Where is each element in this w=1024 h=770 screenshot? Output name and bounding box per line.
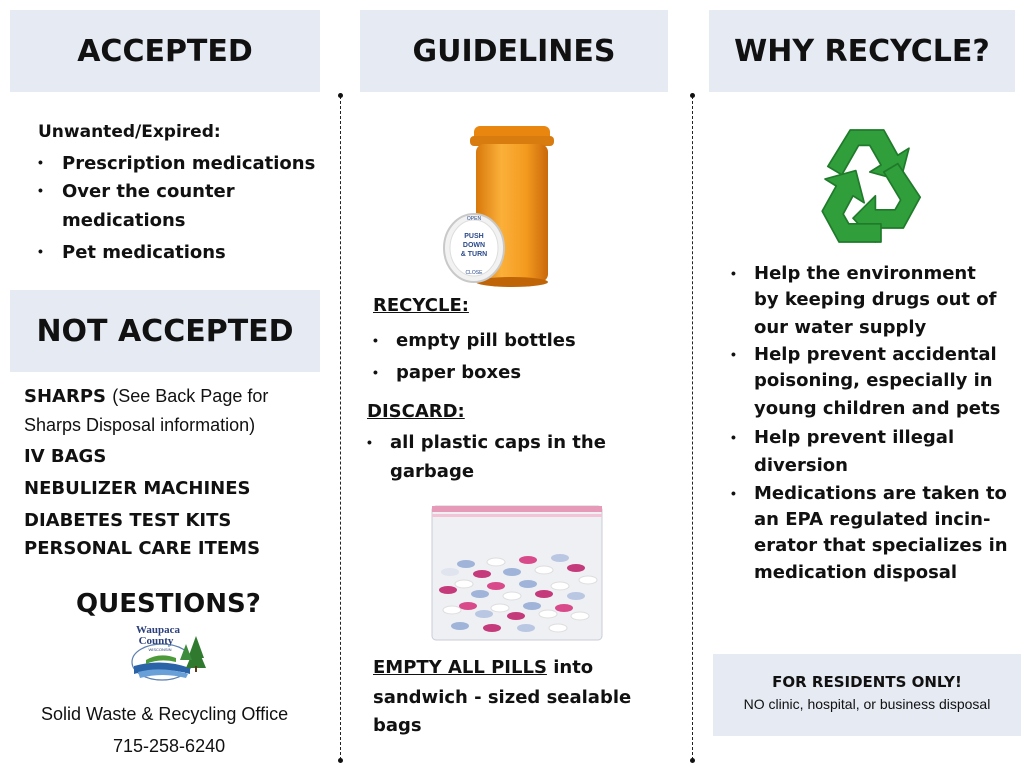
accepted-item-prescription: Prescription medications [62,153,316,174]
why-line-6: young children and pets [754,398,1001,419]
empty-pills-rest: into [553,657,594,678]
why-line-2: by keeping drugs out of [754,289,997,310]
empty-pills-line2: sandwich - sized sealable bags [373,687,632,736]
why-recycle-column [709,0,1015,770]
empty-pills-bold: EMPTY ALL PILLS [373,657,547,678]
why-line-11: erator that specializes in [754,535,1008,556]
why-line-4: Help prevent accidental [754,344,997,365]
discard-item-caps: all plastic caps in the [390,432,606,453]
office-phone: 715-258-6240 [113,736,226,756]
recycle-item-bottles: empty pill bottles [396,330,576,351]
accepted-column [10,0,320,770]
cap-text-open: OPEN [466,216,482,222]
guidelines-column [360,0,668,770]
cap-text-close: CLOSE [465,270,483,276]
discard-item-caps-cont: garbage [390,461,475,482]
not-accepted-header: NOT ACCEPTED [10,290,320,372]
why-line-10: an EPA regulated incin- [754,509,991,530]
sharps-line [24,382,268,411]
column-divider-1 [340,96,341,760]
guidelines-header: GUIDELINES [360,10,668,92]
county-logo-icon [116,622,212,684]
empty-pills-line [373,654,593,682]
cap-text-down: DOWN [462,242,486,249]
bullet-dot: • [731,485,736,501]
pill-bag-icon [430,502,604,644]
why-line-12: medication disposal [754,562,958,583]
logo-text-waupaca: Waupaca [135,624,181,636]
why-line-9: Medications are taken to [754,483,1007,504]
why-line-8: diversion [754,455,848,476]
accepted-intro: Unwanted/Expired: [38,122,221,142]
bullet-dot: • [731,346,736,362]
pill-bottle-icon [440,118,590,290]
recycle-label: RECYCLE: [373,295,469,316]
column-divider-2 [692,96,693,760]
bullet-dot: • [38,243,43,259]
questions-title: QUESTIONS? [76,589,261,619]
accepted-item-otc-cont: medications [62,210,186,231]
not-accepted-nebulizer: NEBULIZER MACHINES [24,478,251,499]
discard-label: DISCARD: [367,401,465,422]
why-line-7: Help prevent illegal [754,427,955,448]
why-line-1: Help the environment [754,263,976,284]
recycle-item-boxes: paper boxes [396,362,522,383]
bullet-dot: • [367,434,372,450]
bullet-dot: • [731,265,736,281]
accepted-header: ACCEPTED [10,10,320,92]
office-name: Solid Waste & Recycling Office [41,704,289,724]
residents-title: FOR RESIDENTS ONLY! [772,673,962,691]
why-line-5: poisoning, especially in [754,370,993,391]
not-accepted-diabetes: DIABETES TEST KITS [24,510,232,531]
sharps-note-1: (See Back Page for [112,386,269,406]
bullet-dot: • [38,154,43,170]
bullet-dot: • [373,332,378,348]
cap-text-turn: & TURN [460,251,488,258]
residents-box [713,654,1021,736]
bullet-dot: • [38,182,43,198]
not-accepted-iv-bags: IV BAGS [24,446,107,467]
residents-note: NO clinic, hospital, or business disposal [743,696,991,712]
why-line-3: our water supply [754,317,927,338]
logo-text-wisconsin: WISCONSIN [148,647,172,652]
cap-text-push: PUSH [464,233,484,240]
not-accepted-personal-care: PERSONAL CARE ITEMS [24,538,261,559]
sharps-note-2: Sharps Disposal information) [24,415,256,435]
accepted-item-pet: Pet medications [62,242,226,263]
bullet-dot: • [373,364,378,380]
bullet-dot: • [731,429,736,445]
logo-text-county: County [138,635,174,647]
sharps-bold: SHARPS [24,386,106,407]
why-recycle-header: WHY RECYCLE? [709,10,1015,92]
accepted-item-otc: Over the counter [62,181,235,202]
recycle-icon [793,116,941,256]
